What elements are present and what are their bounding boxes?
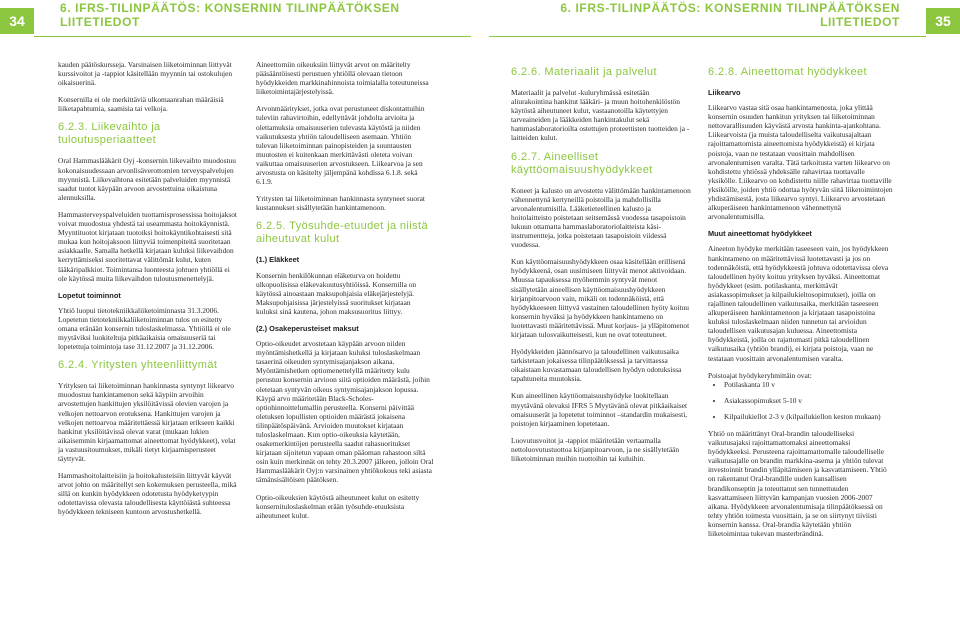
page-number-right: 35 <box>926 8 960 34</box>
list-item: • Asiakassopimukset 5-10 v <box>724 396 893 405</box>
text-column-3 <box>511 60 692 622</box>
paragraph: Aineettomiin oikeuksiin liittyvät arvot on määritelty pääsääntöisesti perustuen yhtiöllä olevaan tietoon hyödykkeiden markkinahinnoista toimialalla toteutuneissa liiketoimintajärjestelyissä. <box>256 60 429 97</box>
text-column-4 <box>708 60 893 622</box>
paragraph: Materiaalit ja palvelut -kuluryhmässä esitetään aliurakointina hankitut lääkäri- ja muun hoitohenkilöstön käytöstä aiheutuneet kulut, vastaanotoilla käytettyjen tarveaineiden ja lääkkeiden hankintakulut sekä hammaslaboratorioilta ostettujen proteettisten tuotteiden ja -laitteiden kulut. <box>511 88 690 143</box>
subheading-lopetetut: Lopetut toiminnot <box>58 290 121 300</box>
section-heading-6-2-7: 6.2.7. Aineelliset käyttöomaisuushyödykkeet <box>511 150 653 176</box>
depreciation-list <box>708 380 893 421</box>
paragraph: Hammasterveyspalveluiden tuottamisprosessissa hoitojaksot voivat muodostua yhdestä tai useammasta hoitokäynnistä. Myyntituotot kirjataan tuotoiksi hoitokäyntikohtaisesti sitä mukaa kun hoitojaksoon liittyviä toimenpiteitä suoritetaan asiakkaalle. Samalla hetkellä kirjataan kuluksi liikevaihdon kerryttämiseksi suoritettavat välittömät kulut, kuten lääkäripalkkiot. Toimintansa luonteesta johtuen yhtiöllä ei ole käytössä muita liikevaihdon tuloutusmenettelyjä. <box>58 209 237 283</box>
paragraph: Arvonmääritykset, jotka ovat perustuneet diskontattuihin tuleviin rahavirtoihin, edellyttävät johdolta arvioita ja olettamuksia omaisuuserien tulevasta käytöstä ja niiden vaikutuksesta yhtiön taloudelliseen asemaan. Yhtiön tulevan liiketoiminnan painopisteiden ja suuntausten muutosten ei kuitenkaan merkittävästi oleteta voivan vaikuttaa omaisuuserien arvostukseen. Liikearvoa ja sen arvostusta on käsitelty jäljempänä kohdissa 6.1.8. sekä 6.1.9. <box>256 104 425 187</box>
running-title-left-line1: 6. IFRS-TILINPÄÄTÖS: KONSERNIN TILINPÄÄTÖKSEN <box>60 1 400 15</box>
paragraph: kauden päätöskursseja. Varsinaisen liiketoiminnan liittyvät kurssivoitot ja -tappiot käsitellään myynnin tai ostokulujen oikaisuerinä. <box>58 60 233 88</box>
paragraph: Konsernin henkilökunnan eläketurva on hoidettu ulkopuolisissa eläkevakuutusyhtiöissä. Konsernilla on käytössä ainoastaan maksupohjaisia eläkejärjestelyjä. Maksupohjaisissa järjestelyissä suoritukset kirjataan kuluksi sinä kautena, johon maksusuoritus liittyy. <box>256 270 417 316</box>
running-title-right-line1: 6. IFRS-TILINPÄÄTÖS: KONSERNIN TILINPÄÄTÖKSEN <box>560 1 900 15</box>
header-rule-right <box>489 36 926 37</box>
paragraph: Koneet ja kalusto on arvostettu välittömään hankintamenoon vähennettynä kertyneillä poistoilla ja mahdollisilla arvonalentumisilla. Lääketieteellinen kalusto ja hoitolaitteisto poistetaan seitsemässä vuodessa tasapoistoin lukuun ottamatta hammaslaboratoriolaitteista käsi-instrumentteja, jotka poistetaan tasapoistoin viidessä vuodessa. <box>511 185 691 250</box>
paragraph: Hammashoitolaitteisiin ja hoitokalusteisiin liittyvät käyvät arvot johto on määritellyt sen kokemuksen perusteella, mikä sillä on kunkin hyödykkeen odotetusta hyödyketyypin odotettavissa olevasta taloudellisesta käyttöiästä suhteessa hyödykkeen tekniseen kuntoon arvostushetkellä. <box>58 471 237 517</box>
paragraph: Poistoajat hyödykeryhmittäin ovat: <box>708 370 812 380</box>
running-title-left-line2: LIITETIEDOT <box>60 15 140 29</box>
section-heading-6-2-4: 6.2.4. Yritysten yhteenliittymät <box>58 359 218 372</box>
paragraph: Yritysten tai liiketoiminnan hankinnasta syntyneet suorat kustannukset sisällytetään hankintamenoon. <box>256 194 425 213</box>
section-heading-6-2-8: 6.2.8. Aineettomat hyödykkeet <box>708 66 867 78</box>
running-title-left <box>60 1 400 29</box>
subheading-osakeperusteiset: (2.) Osakeperusteiset maksut <box>256 323 359 333</box>
paragraph: Yrityksen tai liiketoiminnan hankinnasta syntynyt liikearvo muodostuu hankintamenon sekä käypiin arvoihin arvostettujen hankittujen yksilöitävissä olevien varojen ja velkojen nettoarvon erotuksena. Hankittujen varojen ja velkojen nettoarvoa määritettäessä kirjataan erikseen kaikki hankitut yksilöitävissä olevat varat (mukaan lukien aikaisemmin kirjaamattomat aineettomat hyödykkeet), velat ja vastuusitoumukset, mikäli tietyt kirjaamisperusteet täyttyvät. <box>58 381 236 463</box>
subheading-elakkeet: (1.) Eläkkeet <box>256 255 300 265</box>
paragraph: Liikearvo vastaa sitä osaa hankintamenosta, joka ylittää konsernin osuuden hankitun yrityksen tai liiketoiminnan nettovarallisuuden käyvästä arvosta hankinta-ajankohtana. Liikearvoista (ja muista taloudelliselta vaikutusajaltaan rajoittamattomista aineettomista hyödykkeistä) ei kirjata poistoja, vaan ne testataan vuosittain mahdollisen arvonalentumisen varalta. Tätä tarkoitusta varten liikearvo on kohdistettu yhtiössä yhdeksälle rahavirtaa tuottavalle yksikölle. Liikearvo on kohdistettu niille rahavirtaa tuottaville yksiköille, joiden yhtiö odottaa hyötyvän siitä liiketoimintojen yhdistämisestä, josta liikearvo syntyi. Liikearvo arvostetaan alkuperäiseen hankintamenoon vähennettynä arvonalentumisilla. <box>708 103 893 222</box>
paragraph: Optio-oikeudet arvostetaan käypään arvoon niiden myöntämishetkellä ja kirjataan kuluksi tuloslaskelmaan tasaerinä oikeuden syntymisajanjakson aikana. Myöntämishetken optiomenettelyllä määritetty kulu perustuu konsernin arvioon siitä optioiden määrästä, joihin oletetaan syntyvän oikeus syntymisajanjakson lopussa. Käypä arvo määritetään Black-Scholes-optiohinnoittelumallin perusteella. Konserni päivittää oletuksen lopullisten optioiden määrästä jokaisena tilinpäätöspäivänä. Arvioiden muutokset kirjataan tuloslaskelmaan. Kun optio-oikeuksia käytetään, osakemerkintöjen perusteella saadut rahasuoritukset kirjataan sijoitetun vapaan oman pääoman rahastoon siltä osin kuin merkinnät on tehty 20.3.2007 jälkeen, jolloin Oral Hammaslääkärit Oyj:n varsinainen yhtiökokous teki asiasta tämänsisältöisen päätöksen. <box>256 339 434 485</box>
paragraph: Yhtiö on määrittänyt Oral-brandin taloudelliseksi vaikutusajaksi rajoittamattomaksi aineettomaksi hyödykkeeksi. Perusteena rajoittamattomalle taloudelliselle vaikutusajalle on brandin markkina-asema ja yhtiön tulevat investoinnit brandin ylläpitämiseen ja kasvattamiseen. Yhtiö on rakentanut Oral-brandille uuden kansallisen brandikonseptin ja toteuttanut sen tunnettuuden kasvattamiseen liittyvän kampanjan vuosien 2006-2007 aikana. Hyödykkeen arvonalentumisaja tilinpäätöksessä on tehty yhtiön toimesta vuosittain, ja se on siirtynyt tiiviisti konsernin kanssa. Oral-brandia käytetään yhtiön liiketoimintaa tukevan masterbrändinä. <box>708 429 887 539</box>
header-rule-left <box>34 36 471 37</box>
paragraph: Kun aineellinen käyttöomaisuushyödyke luokitellaan myytävänä olevaksi IFRS 5 Myytävänä olevat pitkäaikaiset omaisuuserät ja lopetetut toiminnot –standardin mukaisesti, poistojen kirjaaminen lopetetaan. <box>511 391 688 428</box>
section-heading-6-2-5: 6.2.5. Työsuhde-etuudet ja niistä aiheutuvat kulut <box>256 220 428 246</box>
section-heading-6-2-3: 6.2.3. Liikevaihto ja tuloutusperiaatteet <box>58 121 161 147</box>
paragraph: Optio-oikeuksien käytöstä aiheutuneet kulut on esitetty konsernituloslaskelman erään työsuhde-etuuksista aiheutuneet kulut. <box>256 492 420 520</box>
paragraph: Kun käyttöomaisuushyödykkeen osaa käsitellään erillisenä hyödykkeenä, osan uusimiseen liittyvät menot aktivoidaan. Muussa tapauksessa myöhemmin syntyvät menot sisällytetään aineellisen käyttöomaisuushyödykkeen kirjanpitoarvoon vain, mikäli on todennäköistä, että hyödykkeeseen liittyvä vastainen taloudellinen hyöty koituu konsernin hyväksi ja hyödykkeen hankintameno on luotettavasti määritettävissä. Muut korjaus- ja ylläpitomenot kirjataan tulosvaikutteisesti, kun ne ovat toteutuneet. <box>511 257 690 339</box>
paragraph: Hyödykkeiden jäännösarvo ja taloudellinen vaikutusaika tarkistetaan jokaisessa tilinpäätöksessä ja tarvittaessa oikaistaan kuvastamaan taloudellisen hyödyn odotuksissa tapahtuneita muutoksia. <box>511 347 682 384</box>
list-item: • Kilpailukiellot 2-3 v (kilpailukiellon keston mukaan) <box>724 412 893 421</box>
running-title-right <box>560 1 900 29</box>
running-title-right-line2: LIITETIEDOT <box>820 15 900 29</box>
paragraph: Oral Hammaslääkärit Oyj -konsernin liikevaihto muodostuu kokonaisuudessaan arvonlisäverottomien terveyspalvelujen myynnistä. Liikevaihtona esitetään palveluiden myynnistä saadut tuotot käypään arvoon arvostettuina oikaistuna alennuksilla. <box>58 156 236 202</box>
page-header <box>0 0 960 40</box>
list-item: • Potilaskanta 10 v <box>724 380 893 389</box>
text-column-2 <box>256 60 434 622</box>
paragraph: Yhtiö luopui tietotekniikkaliiketoiminnasta 31.3.2006. Lopetetun tietotekniikkaliiketoiminnan tulos on esitetty omana eränään konsernin tuloslaskelmassa. Yhtiöllä ei ole myytäviksi luokiteltuja pitkäaikaisia omaisuuseriä tai lopetettuja toimintoja tase 31.12.2007 ja 31.12.2006. <box>58 305 231 352</box>
text-column-1 <box>58 60 240 622</box>
subheading-muut-aineettomat: Muut aineettomat hyödykkeet <box>708 229 812 239</box>
subheading-liikearvo: Liikearvo <box>708 88 741 97</box>
page-number-left: 34 <box>0 8 34 34</box>
paragraph: Luovutusvoitot ja -tappiot määritetään vertaamalla nettoluovutustuottoa kirjanpitoarvoon, ja ne sisällytetään liiketoiminnan muihin tuottoihin tai kuluihin. <box>511 435 680 463</box>
paragraph: Aineeton hyödyke merkitään taseeseen vain, jos hyödykkeen hankintameno on määritettävissä luotettavasti ja jos on todennäköistä, että hyödykkeestä johtuva odotettavissa oleva taloudellinen hyöty koituu yrityksen hyväksi. Aineettomat hyödykkeet (esim. potilaskanta, merkittävät asiakassopimukset ja kilpailukieltosopimukset), joilla on rajallinen taloudellinen vaikutusaika, merkitään taseeseen alkuperäiseen hankintamenoon ja kirjataan tasapoistoina kuluksi tuloslaskelmaan niiden tunnetun tai arvioidun taloudellisen vaikutusajan kuluessa. Aineettomista hyödykkeistä, joilla on rajattomasti pitkä taloudellinen vaikutusaika (yhtiön brandi), ei kirjata poistoja, vaan ne testataan vuosittain arvonalentumisen varalta. <box>708 244 889 363</box>
paragraph: Konsernilla ei ole merkittäviä ulkomaanrahan määräisiä liiketapahtumia, saamisia tai velkoja. <box>58 95 224 114</box>
section-heading-6-2-6: 6.2.6. Materiaalit ja palvelut <box>511 66 657 78</box>
